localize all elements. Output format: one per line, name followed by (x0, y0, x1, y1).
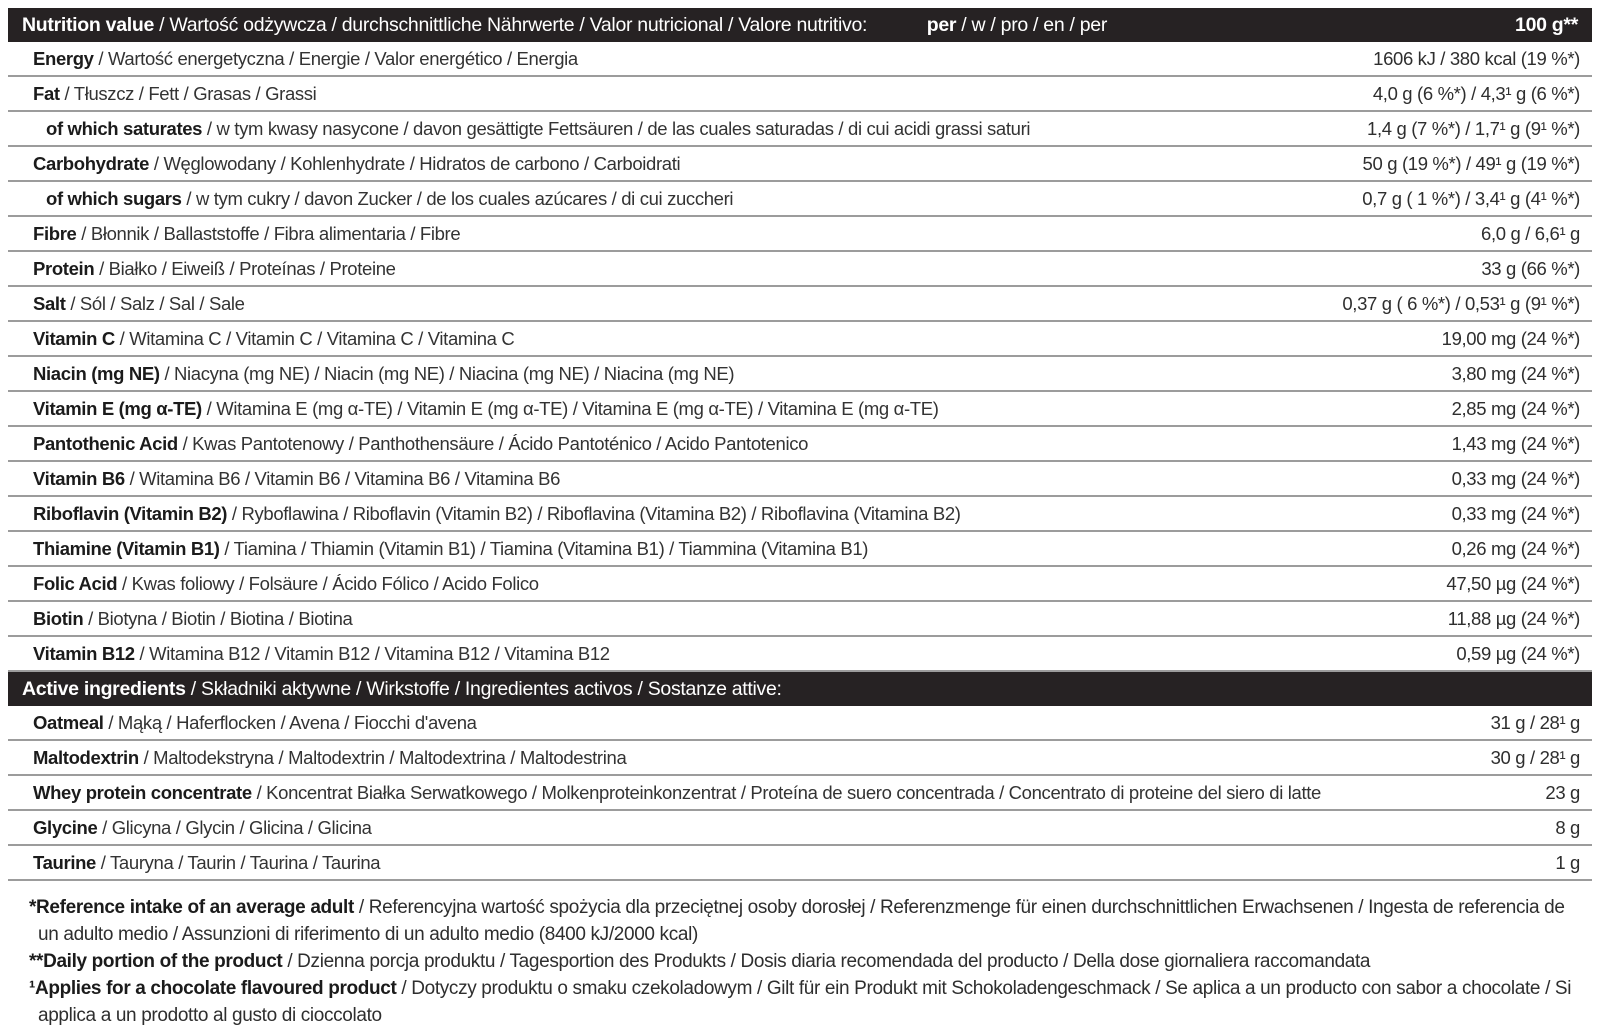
row-value: 31 g / 28¹ g (1490, 711, 1580, 733)
row-label-bold: Taurine (33, 851, 96, 873)
table-row (8, 392, 1592, 427)
table-row (8, 706, 1592, 741)
footnote-bold: ¹Applies for a chocolate flavoured product (29, 978, 397, 999)
row-label-translations: / Kwas Pantotenowy / Panthothensäure / Ácido Pantoténico / Acido Pantotenico (177, 432, 809, 454)
row-value: 50 g (19 %*) / 49¹ g (19 %*) (1362, 152, 1580, 174)
footnote-text: / Dotyczy produktu o smaku czekoladowym / Gilt für ein Produkt mit Schokoladengeschmack / Se aplica a un producto con sabor a chocolate / Si applica a un prodotto al gusto di cioccolato (38, 978, 1572, 1026)
nutrition-rows (8, 42, 1592, 672)
row-label-bold: Thiamine (Vitamin B1) (33, 537, 220, 559)
row-label-bold: Whey protein concentrate (33, 781, 252, 803)
row-label-translations: / Błonnik / Ballaststoffe / Fibra alimentaria / Fibre (76, 222, 461, 244)
row-value: 0,33 mg (24 %*) (1451, 467, 1580, 489)
footnote-text: / Dzienna porcja produktu / Tagesportion des Produkts / Dosis diaria recomendada del producto / Della dose giornaliera raccomandata (282, 951, 1371, 972)
table-row (8, 42, 1592, 77)
row-label-translations: / Ryboflawina / Riboflavin (Vitamin B2) / Riboflavina (Vitamina B2) / Riboflavina (Vitamina B2) (227, 502, 961, 524)
row-label (33, 538, 868, 560)
row-value: 1,43 mg (24 %*) (1451, 432, 1580, 454)
row-label-translations: / Biotyna / Biotin / Biotina / Biotina (83, 607, 353, 629)
nutrition-header-title-bold: Nutrition value (22, 13, 155, 36)
footnote-text: / Referencyjna wartość spożycia dla przeciętnej osoby dorosłej / Referenzmenge für einen durchschnittlichen Erwachsenen / Ingesta de referencia de un adulto medio / Assunzioni di riferimento di un adulto medio (8400 kJ/2000 kcal) (38, 897, 1565, 945)
table-row (8, 637, 1592, 672)
table-row (8, 357, 1592, 392)
row-label-bold: Maltodextrin (33, 746, 139, 768)
table-row (8, 567, 1592, 602)
row-value: 0,37 g ( 6 %*) / 0,53¹ g (9¹ %*) (1342, 292, 1580, 314)
table-row (8, 462, 1592, 497)
row-label (46, 118, 1030, 140)
row-label-translations: / Maltodekstryna / Maltodextrin / Maltodextrina / Maltodestrina (138, 746, 627, 768)
row-label (33, 573, 539, 595)
row-label-bold: Niacin (mg NE) (33, 362, 160, 384)
nutrition-header-title (22, 14, 867, 37)
row-value: 3,80 mg (24 %*) (1451, 362, 1580, 384)
row-value: 4,0 g (6 %*) / 4,3¹ g (6 %*) (1372, 82, 1580, 104)
row-value: 0,59 µg (24 %*) (1456, 642, 1580, 664)
row-label (33, 293, 245, 315)
row-label (33, 48, 578, 70)
active-ingredients-title-bold: Active ingredients (22, 677, 186, 700)
footnote-bold: *Reference intake of an average adult (29, 897, 354, 918)
table-row (8, 217, 1592, 252)
per-column-header-bold: per (926, 13, 957, 36)
row-label (33, 328, 514, 350)
row-label-bold: Salt (33, 292, 66, 314)
row-value: 0,7 g ( 1 %*) / 3,4¹ g (4¹ %*) (1362, 187, 1580, 209)
row-value: 1606 kJ / 380 kcal (19 %*) (1373, 47, 1580, 69)
row-label (33, 468, 560, 490)
table-row (8, 811, 1592, 846)
table-row (8, 287, 1592, 322)
active-ingredient-rows (8, 706, 1592, 881)
row-label (33, 223, 460, 245)
active-ingredients-title-translations: / Składniki aktywne / Wirkstoffe / Ingredientes activos / Sostanze attive: (185, 677, 782, 700)
row-label-bold: Vitamin C (33, 327, 115, 349)
row-label (33, 852, 380, 874)
row-label-bold: Vitamin B12 (33, 642, 135, 664)
row-label (33, 398, 939, 420)
row-label-translations: / Koncentrat Białka Serwatkowego / Molkenproteinkonzentrat / Proteína de suero concentrada / Concentrato di proteine del siero di latte (251, 781, 1321, 803)
row-label (33, 363, 734, 385)
table-row (8, 776, 1592, 811)
table-row (8, 147, 1592, 182)
row-label (33, 153, 680, 175)
table-row (8, 427, 1592, 462)
row-value: 0,33 mg (24 %*) (1451, 502, 1580, 524)
row-label (33, 643, 610, 665)
row-label-translations: / Witamina B6 / Vitamin B6 / Vitamina B6 / Vitamina B6 (124, 467, 561, 489)
row-label-bold: of which saturates (46, 117, 203, 139)
row-value: 19,00 mg (24 %*) (1441, 327, 1580, 349)
row-label-bold: Protein (33, 257, 95, 279)
row-label-bold: Vitamin B6 (33, 467, 125, 489)
row-label (33, 817, 372, 839)
row-label-bold: Energy (33, 47, 94, 69)
row-label (33, 608, 352, 630)
row-label-bold: Oatmeal (33, 711, 104, 733)
row-label-translations: / Tłuszcz / Fett / Grasas / Grassi (59, 82, 317, 104)
table-row (8, 497, 1592, 532)
row-value: 33 g (66 %*) (1481, 257, 1580, 279)
row-label-translations: / Białko / Eiweiß / Proteínas / Proteine (94, 257, 396, 279)
row-label-translations: / w tym kwasy nasycone / davon gesättigte Fettsäuren / de las cuales saturadas / di cui acidi grassi saturi (202, 117, 1031, 139)
per-column-header (927, 14, 1107, 37)
row-label-translations: / Glicyna / Glycin / Glicina / Glicina (97, 816, 372, 838)
row-label-translations: / Wartość energetyczna / Energie / Valor energético / Energia (93, 47, 578, 69)
active-ingredients-header-bar (8, 672, 1592, 706)
row-value: 30 g / 28¹ g (1490, 746, 1580, 768)
table-row (8, 77, 1592, 112)
row-label-bold: Fat (33, 82, 60, 104)
row-value: 6,0 g / 6,6¹ g (1481, 222, 1580, 244)
amount-column-header: 100 g** (1515, 13, 1578, 36)
table-row (8, 182, 1592, 217)
row-label-translations: / w tym cukry / davon Zucker / de los cuales azúcares / di cui zuccheri (181, 187, 734, 209)
footnote (29, 975, 1572, 1029)
row-value: 2,85 mg (24 %*) (1451, 397, 1580, 419)
row-label-translations: / Witamina B12 / Vitamin B12 / Vitamina B12 / Vitamina B12 (134, 642, 610, 664)
row-label-bold: Glycine (33, 816, 98, 838)
row-label-translations: / Kwas foliowy / Folsäure / Ácido Fólico / Acido Folico (117, 572, 539, 594)
row-label-translations: / Sól / Salz / Sal / Sale (65, 292, 245, 314)
row-label-translations: / Witamina C / Vitamin C / Vitamina C / Vitamina C (114, 327, 515, 349)
table-row (8, 252, 1592, 287)
row-label-bold: Folic Acid (33, 572, 118, 594)
table-row (8, 112, 1592, 147)
row-value: 8 g (1555, 816, 1580, 838)
row-label-translations: / Niacyna (mg NE) / Niacin (mg NE) / Niacina (mg NE) / Niacina (mg NE) (159, 362, 735, 384)
row-label-translations: / Tauryna / Taurin / Taurina / Taurina (96, 851, 381, 873)
footnotes (8, 894, 1592, 1029)
row-label-translations: / Mąką / Haferflocken / Avena / Fiocchi d'avena (103, 711, 477, 733)
row-label (33, 258, 396, 280)
table-row (8, 846, 1592, 881)
row-value: 11,88 µg (24 %*) (1447, 607, 1580, 629)
row-value: 1,4 g (7 %*) / 1,7¹ g (9¹ %*) (1367, 117, 1580, 139)
row-label (33, 747, 626, 769)
row-label-translations: / Węglowodany / Kohlenhydrate / Hidratos de carbono / Carboidrati (149, 152, 681, 174)
row-label-bold: Riboflavin (Vitamin B2) (33, 502, 228, 524)
per-column-header-translations: / w / pro / en / per (956, 13, 1108, 36)
row-label-bold: Carbohydrate (33, 152, 150, 174)
row-value: 47,50 µg (24 %*) (1446, 572, 1580, 594)
active-ingredients-header-title (22, 678, 782, 701)
row-label-bold: Vitamin E (mg α-TE) (33, 397, 202, 419)
row-label-bold: Biotin (33, 607, 84, 629)
row-value: 23 g (1545, 781, 1580, 803)
row-label-bold: Pantothenic Acid (33, 432, 178, 454)
row-value: 1 g (1555, 851, 1580, 873)
table-row (8, 322, 1592, 357)
table-row (8, 532, 1592, 567)
footnote (29, 894, 1572, 948)
row-label (46, 188, 733, 210)
row-label-translations: / Tiamina / Thiamin (Vitamin B1) / Tiamina (Vitamina B1) / Tiammina (Vitamina B1) (219, 537, 869, 559)
table-row (8, 741, 1592, 776)
footnote-bold: **Daily portion of the product (29, 951, 283, 972)
row-label (33, 782, 1321, 804)
nutrition-header-title-translations: / Wartość odżywcza / durchschnittliche Nährwerte / Valor nutricional / Valore nutritivo: (154, 13, 868, 36)
row-label (33, 712, 477, 734)
row-label (33, 433, 808, 455)
row-label-bold: Fibre (33, 222, 77, 244)
row-label-bold: of which sugars (46, 187, 182, 209)
row-label (33, 83, 316, 105)
footnote (29, 948, 1572, 975)
table-row (8, 602, 1592, 637)
row-value: 0,26 mg (24 %*) (1451, 537, 1580, 559)
nutrition-header-bar (8, 8, 1592, 42)
row-label (33, 503, 961, 525)
row-label-translations: / Witamina E (mg α-TE) / Vitamin E (mg α-TE) / Vitamina E (mg α-TE) / Vitamina E (mg α-TE) (201, 397, 939, 419)
